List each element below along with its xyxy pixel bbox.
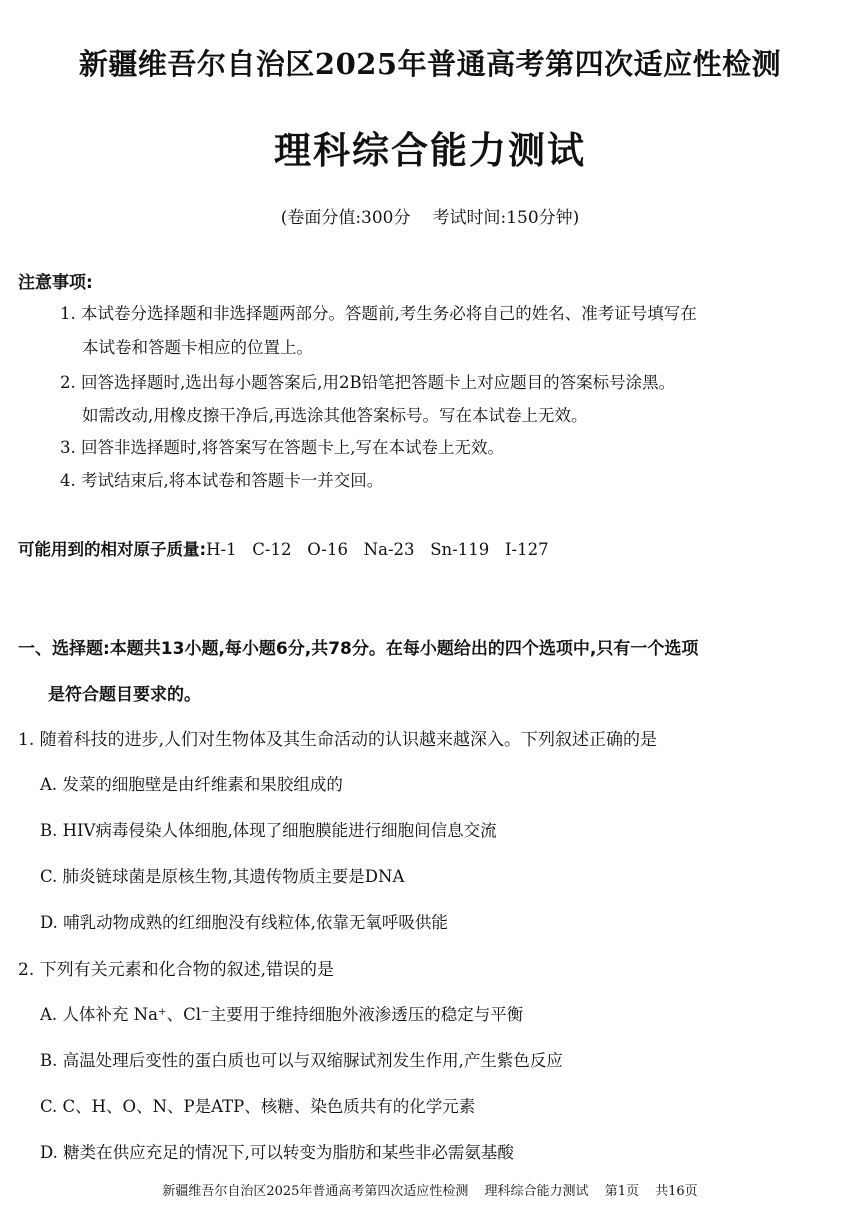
question-1-option-d: D. 哺乳动物成熟的红细胞没有线粒体,依靠无氧呼吸供能 bbox=[40, 913, 448, 932]
exam-info bbox=[0, 203, 860, 228]
page-footer bbox=[0, 1180, 860, 1199]
question-2-option-d: D. 糖类在供应充足的情况下,可以转变为脂肪和某些非必需氨基酸 bbox=[40, 1143, 514, 1162]
subject-title: 理科综合能力测试 bbox=[274, 129, 586, 172]
notice-item-1-cont: 本试卷和答题卡相应的位置上。 bbox=[82, 338, 313, 357]
atomic-mass-label: 可能用到的相对原子质量: bbox=[18, 540, 207, 559]
question-1-stem: 1. 随着科技的进步,人们对生物体及其生命活动的认识越来越深入。下列叙述正确的是 bbox=[18, 730, 658, 750]
question-2-option-c: C. C、H、O、N、P是ATP、核糖、染色质共有的化学元素 bbox=[40, 1097, 476, 1116]
notice-item-2: 2. 回答选择题时,选出每小题答案后,用2B铅笔把答题卡上对应题目的答案标号涂黑。 bbox=[60, 373, 676, 392]
notice-item-2-cont: 如需改动,用橡皮擦干净后,再选涂其他答案标号。写在本试卷上无效。 bbox=[82, 406, 588, 425]
question-1-option-a: A. 发菜的细胞壁是由纤维素和果胶组成的 bbox=[40, 775, 343, 794]
notice-heading: 注意事项: bbox=[18, 273, 93, 293]
time-info: 考试时间:150分钟) bbox=[432, 208, 580, 228]
atomic-mass-values: H-1 C-12 O-16 Na-23 Sn-119 I-127 bbox=[206, 540, 549, 559]
question-1-option-b: B. HIV病毒侵染人体细胞,体现了细胞膜能进行细胞间信息交流 bbox=[40, 821, 497, 840]
question-1-option-c: C. 肺炎链球菌是原核生物,其遗传物质主要是DNA bbox=[40, 867, 405, 886]
footer-subject: 理科综合能力测试 bbox=[484, 1184, 589, 1199]
question-2-option-a: A. 人体补充 Na⁺、Cl⁻主要用于维持细胞外液渗透压的稳定与平衡 bbox=[40, 1005, 524, 1024]
question-2-option-b: B. 高温处理后变性的蛋白质也可以与双缩脲试剂发生作用,产生紫色反应 bbox=[40, 1051, 563, 1070]
section-heading: 一、选择题:本题共13小题,每小题6分,共78分。在每小题给出的四个选项中,只有一个选项 bbox=[18, 639, 699, 659]
notice-item-4: 4. 考试结束后,将本试卷和答题卡一并交回。 bbox=[60, 471, 384, 490]
exam-title: 新疆维吾尔自治区2025年普通高考第四次适应性检测 bbox=[78, 47, 782, 81]
notice-item-1: 1. 本试卷分选择题和非选择题两部分。答题前,考生务必将自己的姓名、准考证号填写在 bbox=[60, 304, 697, 323]
footer-page: 第1页 bbox=[604, 1184, 639, 1199]
atomic-mass-line bbox=[18, 536, 549, 560]
footer-total: 共16页 bbox=[655, 1184, 698, 1199]
footer-exam: 新疆维吾尔自治区2025年普通高考第四次适应性检测 bbox=[162, 1184, 469, 1199]
question-2-stem: 2. 下列有关元素和化合物的叙述,错误的是 bbox=[18, 960, 335, 980]
notice-item-3: 3. 回答非选择题时,将答案写在答题卡上,写在本试卷上无效。 bbox=[60, 438, 504, 457]
score-info: (卷面分值:300分 bbox=[280, 208, 411, 228]
section-heading-cont: 是符合题目要求的。 bbox=[48, 685, 201, 705]
